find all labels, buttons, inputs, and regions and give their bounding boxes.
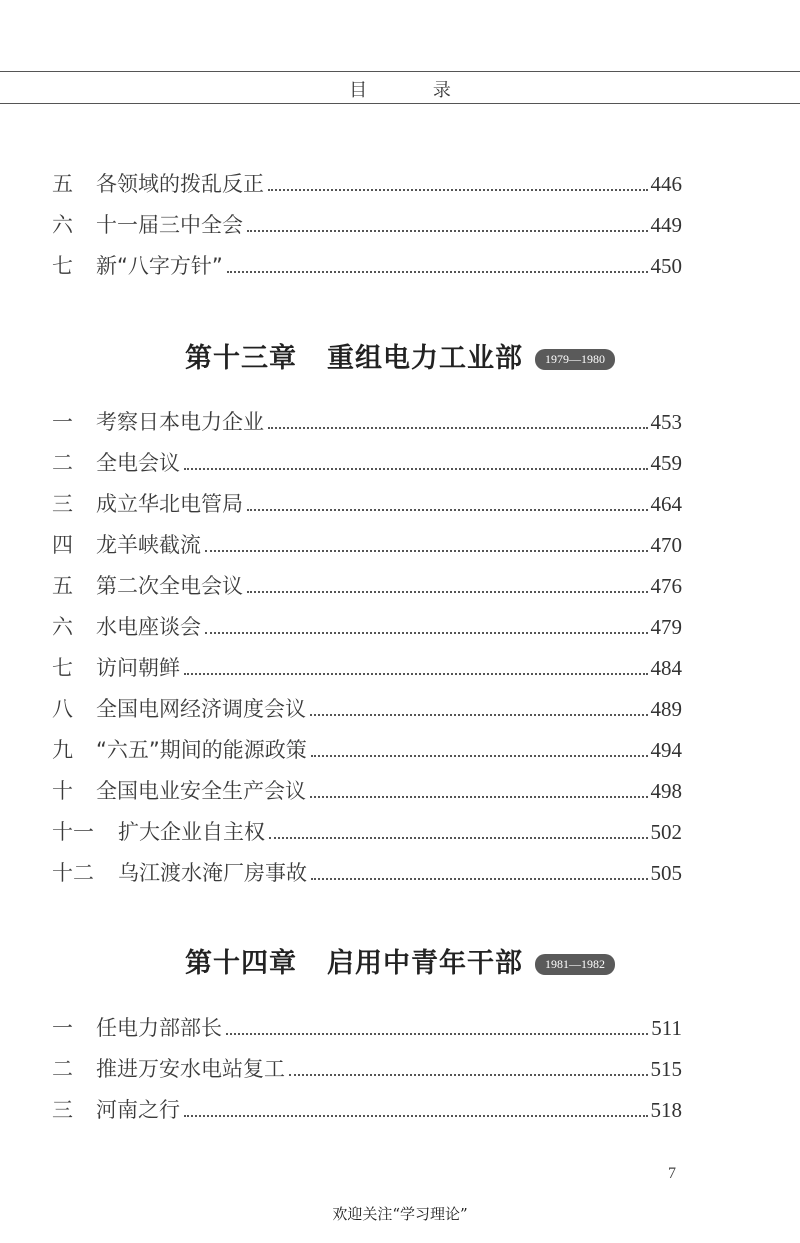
entry-page: 459 — [650, 451, 682, 475]
entry-page: 489 — [650, 697, 682, 721]
header-rule-top — [0, 71, 800, 72]
entry-number: 五 — [52, 172, 73, 196]
entry-page: 450 — [650, 254, 682, 278]
entry-number: 六 — [52, 615, 73, 639]
entry-title: 任电力部部长 — [96, 1016, 222, 1040]
entry-number: 九 — [52, 738, 73, 762]
entry-title: 河南之行 — [96, 1098, 180, 1122]
entry-number: 七 — [52, 656, 73, 680]
dot-leader — [227, 271, 648, 273]
chapter-heading — [0, 333, 800, 377]
entry-page: 494 — [650, 738, 682, 762]
entry-number: 一 — [52, 1016, 73, 1040]
toc-entry[interactable] — [52, 691, 682, 721]
entry-title: 龙羊峡截流 — [96, 533, 201, 557]
entry-page: 479 — [650, 615, 682, 639]
entry-title: 推进万安水电站复工 — [96, 1057, 285, 1081]
dot-leader — [226, 1033, 648, 1035]
entry-number: 十一 — [52, 820, 94, 844]
toc-entry[interactable] — [52, 527, 682, 557]
chapter-years-badge: 1979—1980 — [535, 349, 615, 370]
toc-entry[interactable] — [52, 1092, 682, 1122]
toc-entry[interactable] — [52, 404, 682, 434]
entry-page: 449 — [650, 213, 682, 237]
chapter-heading — [0, 938, 800, 982]
entry-number: 八 — [52, 697, 73, 721]
chapter-title: 启用中青年干部 — [327, 947, 523, 979]
toc-entry[interactable] — [52, 166, 682, 196]
footer-text: 欢迎关注“学习理论” — [332, 1205, 468, 1223]
dot-leader — [247, 230, 648, 232]
entry-title: 十一届三中全会 — [96, 213, 243, 237]
entry-number: 三 — [52, 492, 73, 516]
entry-page: 446 — [650, 172, 682, 196]
entry-title: 新“八字方针” — [96, 254, 223, 278]
entry-page: 453 — [650, 410, 682, 434]
toc-entry[interactable] — [52, 773, 682, 803]
entry-number: 五 — [52, 574, 73, 598]
entry-page: 518 — [650, 1098, 682, 1122]
chapter-number: 第十三章 — [185, 342, 297, 374]
entry-title: 访问朝鲜 — [96, 656, 180, 680]
entry-page: 502 — [650, 820, 682, 844]
toc-entry[interactable] — [52, 207, 682, 237]
chapter-years-badge: 1981—1982 — [535, 954, 615, 975]
toc-entry[interactable] — [52, 609, 682, 639]
header-rule-bottom — [0, 103, 800, 104]
toc-entry[interactable] — [52, 248, 682, 278]
dot-leader — [205, 550, 648, 552]
entry-page: 484 — [650, 656, 682, 680]
entry-title: 全国电业安全生产会议 — [96, 779, 306, 803]
running-head: 目 录 — [349, 80, 481, 101]
page-number: 7 — [668, 1165, 676, 1182]
dot-leader — [268, 427, 648, 429]
toc-entry[interactable] — [52, 568, 682, 598]
entry-page: 470 — [650, 533, 682, 557]
toc-entry[interactable] — [52, 1051, 682, 1081]
entry-title: 扩大企业自主权 — [118, 820, 265, 844]
dot-leader — [310, 796, 648, 798]
entry-page: 511 — [651, 1016, 682, 1040]
entry-title: 各领域的拨乱反正 — [96, 172, 264, 196]
dot-leader — [269, 837, 648, 839]
toc-entry[interactable] — [52, 814, 682, 844]
entry-number: 一 — [52, 410, 73, 434]
entry-title: “六五”期间的能源政策 — [96, 738, 307, 762]
entry-title: 水电座谈会 — [96, 615, 201, 639]
dot-leader — [311, 755, 648, 757]
entry-title: 考察日本电力企业 — [96, 410, 264, 434]
entry-page: 505 — [650, 861, 682, 885]
entry-title: 全国电网经济调度会议 — [96, 697, 306, 721]
entry-page: 498 — [650, 779, 682, 803]
entry-page: 464 — [650, 492, 682, 516]
toc-entry[interactable] — [52, 650, 682, 680]
toc-entry[interactable] — [52, 486, 682, 516]
dot-leader — [184, 1115, 648, 1117]
chapter-title: 重组电力工业部 — [327, 342, 523, 374]
entry-number: 十二 — [52, 861, 94, 885]
entry-number: 七 — [52, 254, 73, 278]
dot-leader — [184, 673, 648, 675]
entry-number: 二 — [52, 451, 73, 475]
entry-title: 乌江渡水淹厂房事故 — [118, 861, 307, 885]
toc-entry[interactable] — [52, 732, 682, 762]
entry-title: 第二次全电会议 — [96, 574, 243, 598]
dot-leader — [310, 714, 648, 716]
dot-leader — [247, 509, 648, 511]
toc-entry[interactable] — [52, 445, 682, 475]
chapter-number: 第十四章 — [185, 947, 297, 979]
entry-number: 六 — [52, 213, 73, 237]
dot-leader — [289, 1074, 648, 1076]
entry-number: 十 — [52, 779, 73, 803]
entry-number: 四 — [52, 533, 73, 557]
dot-leader — [184, 468, 648, 470]
entry-page: 476 — [650, 574, 682, 598]
dot-leader — [247, 591, 648, 593]
entry-number: 三 — [52, 1098, 73, 1122]
toc-entry[interactable] — [52, 855, 682, 885]
entry-title: 全电会议 — [96, 451, 180, 475]
entry-title: 成立华北电管局 — [96, 492, 243, 516]
entry-page: 515 — [650, 1057, 682, 1081]
dot-leader — [205, 632, 648, 634]
entry-number: 二 — [52, 1057, 73, 1081]
dot-leader — [268, 189, 648, 191]
toc-entry[interactable] — [52, 1010, 682, 1040]
dot-leader — [311, 878, 648, 880]
